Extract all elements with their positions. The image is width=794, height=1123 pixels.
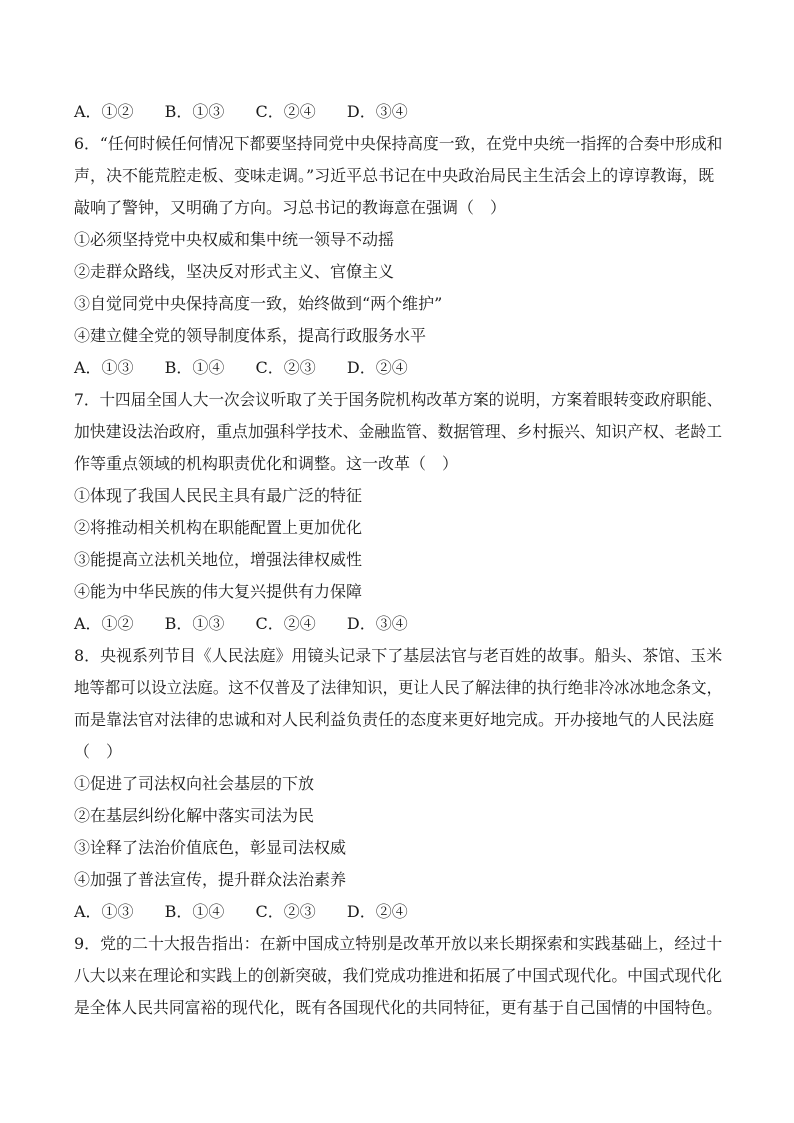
q7-statement-2: ②将推动相关机构在职能配置上更加优化	[74, 518, 363, 537]
q5-option-c[interactable]: C．②④	[255, 102, 316, 121]
q8-statement-1: ①促进了司法权向社会基层的下放	[74, 774, 315, 793]
q8-stem-line-1: 8．央视系列节目《人民法庭》用镜头记录下了基层法官与老百姓的故事。船头、茶馆、玉米	[74, 646, 723, 665]
q9-stem-line-1: 9．党的二十大报告指出：在新中国成立特别是改革开放以来长期探索和实践基础上，经过十	[74, 934, 723, 953]
q6-option-b[interactable]: B．①④	[164, 358, 225, 377]
q8-option-b[interactable]: B．①④	[164, 902, 225, 921]
q9-stem-line-3: 是全体人民共同富裕的现代化，既有各国现代化的共同特征，更有基于自己国情的中国特色。	[74, 998, 723, 1017]
q7-statement-3: ③能提高立法机关地位，增强法律权威性	[74, 550, 363, 569]
q6-statement-2: ②走群众路线，坚决反对形式主义、官僚主义	[74, 262, 395, 281]
q6-stem-line-2: 声，决不能荒腔走板、变味走调。”习近平总书记在中央政治局民主生活会上的谆谆教诲，既	[74, 166, 715, 185]
q6-option-a[interactable]: A．①③	[74, 358, 134, 377]
q6-stem-line-1: 6．“任何时候任何情况下都要坚持同党中央保持高度一致，在党中央统一指挥的合奏中形成和	[74, 134, 723, 153]
q8-stem-line-3: 而是靠法官对法律的忠诚和对人民利益负责任的态度来更好地完成。开办接地气的人民法庭	[74, 710, 715, 729]
q6-options	[74, 358, 408, 378]
q6-statement-4: ④建立健全党的领导制度体系，提高行政服务水平	[74, 326, 427, 345]
q9-stem-line-2: 八大以来在理论和实践上的创新突破，我们党成功推进和拓展了中国式现代化。中国式现代化	[74, 966, 723, 985]
q7-stem-line-3: 作等重点领域的机构职责优化和调整。这一改革（ ）	[74, 454, 459, 473]
q6-statement-1: ①必须坚持党中央权威和集中统一领导不动摇	[74, 230, 395, 249]
q8-option-c[interactable]: C．②③	[255, 902, 316, 921]
q8-options	[74, 902, 408, 922]
q8-option-a[interactable]: A．①③	[74, 902, 134, 921]
q7-option-c[interactable]: C．②④	[255, 614, 316, 633]
q7-statement-1: ①体现了我国人民民主具有最广泛的特征	[74, 486, 363, 505]
q7-stem-line-2: 加快建设法治政府，重点加强科学技术、金融监管、数据管理、乡村振兴、知识产权、老龄工	[74, 422, 723, 441]
q8-statement-4: ④加强了普法宣传，提升群众法治素养	[74, 870, 347, 889]
q7-option-d[interactable]: D．③④	[346, 614, 408, 633]
q5-option-d[interactable]: D．③④	[346, 102, 408, 121]
q7-stem-line-1: 7．十四届全国人大一次会议听取了关于国务院机构改革方案的说明，方案着眼转变政府职能、	[74, 390, 723, 409]
q8-stem-line-2: 地等都可以设立法庭。这不仅普及了法律知识，更让人民了解法律的执行绝非冷冰冰地念条文，	[74, 678, 723, 697]
q8-stem-line-4: （ ）	[74, 742, 123, 761]
q6-statement-3: ③自觉同党中央保持高度一致，始终做到“两个维护”	[74, 294, 443, 313]
q7-statement-4: ④能为中华民族的伟大复兴提供有力保障	[74, 582, 363, 601]
q5-option-a[interactable]: A．①②	[74, 102, 134, 121]
q5-option-b[interactable]: B．①③	[164, 102, 225, 121]
q8-option-d[interactable]: D．②④	[346, 902, 408, 921]
q5-options	[74, 102, 408, 122]
q8-statement-2: ②在基层纠纷化解中落实司法为民	[74, 806, 315, 825]
q6-option-c[interactable]: C．②③	[255, 358, 316, 377]
q7-option-b[interactable]: B．①③	[164, 614, 225, 633]
q7-option-a[interactable]: A．①②	[74, 614, 134, 633]
q7-options	[74, 614, 408, 634]
q6-stem-line-3: 敲响了警钟，又明确了方向。习总书记的教诲意在强调（ ）	[74, 198, 507, 217]
q6-option-d[interactable]: D．②④	[346, 358, 408, 377]
q8-statement-3: ③诠释了法治价值底色，彰显司法权威	[74, 838, 347, 857]
